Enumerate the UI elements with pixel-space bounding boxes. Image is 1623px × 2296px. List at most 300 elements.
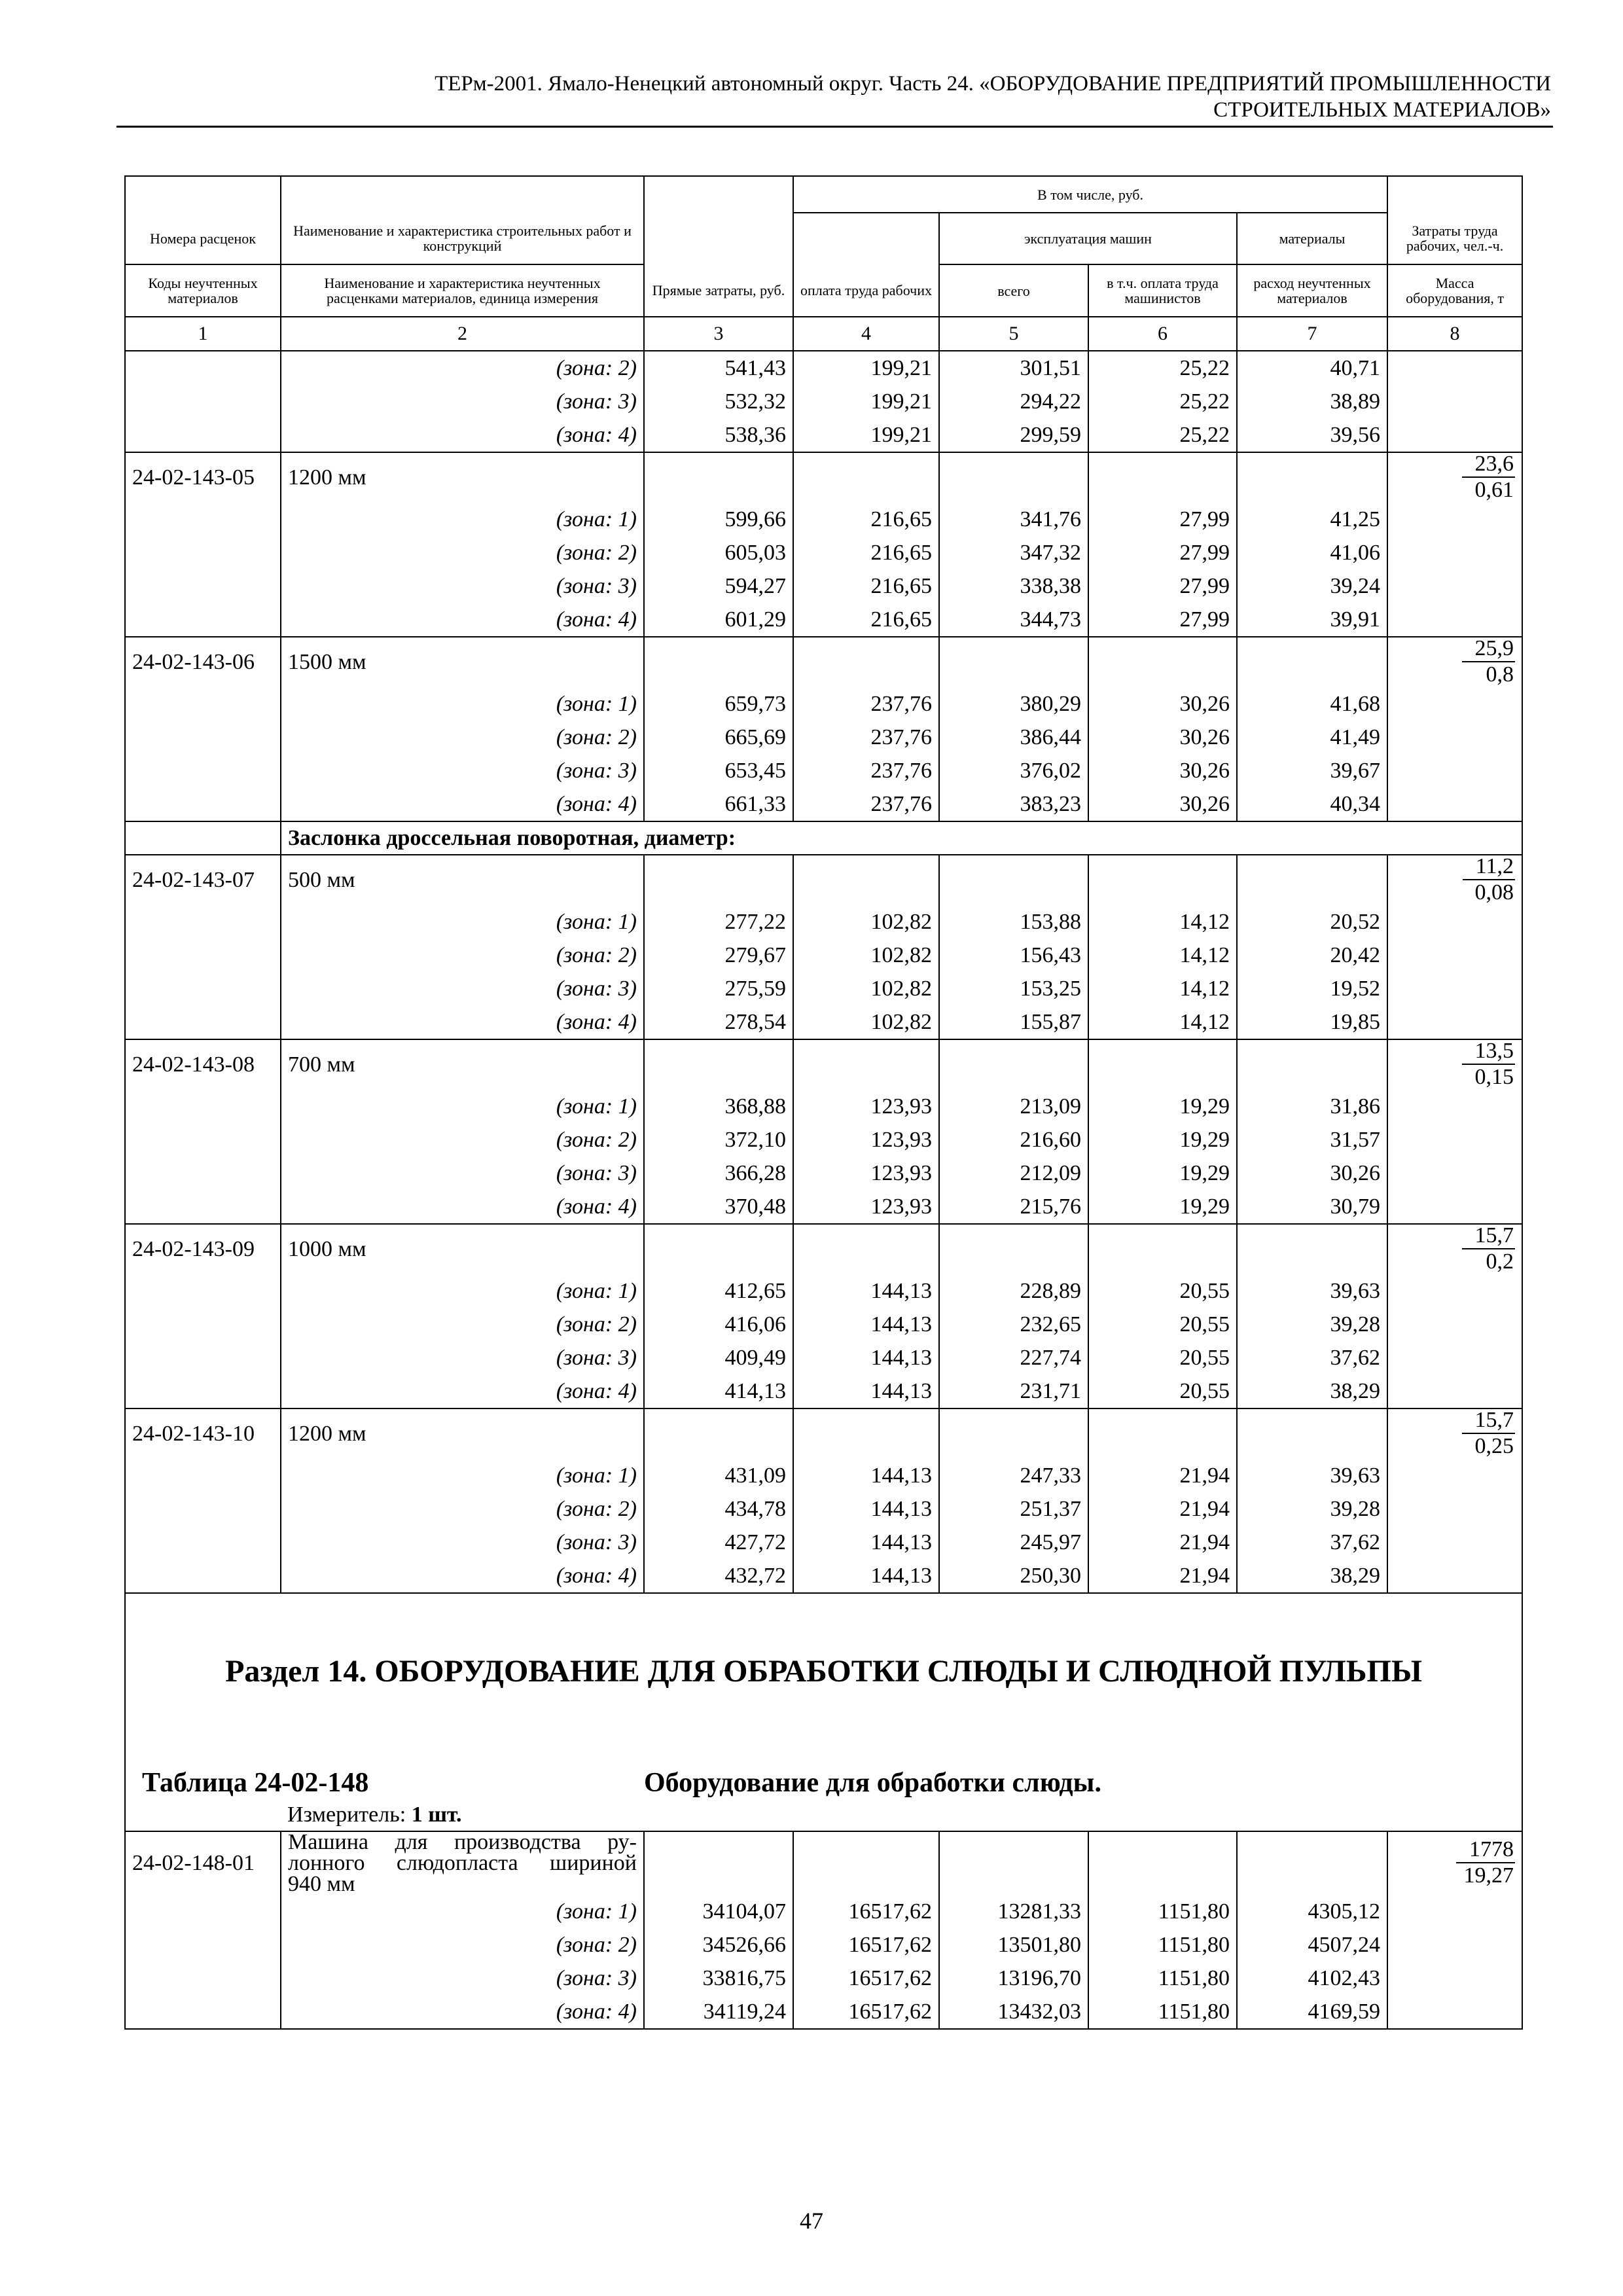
mass-value: 0,08 [1474, 880, 1514, 905]
direct-cost-cell: 412,65 [644, 1274, 793, 1308]
empty-cell [1088, 452, 1237, 503]
table-row [125, 1962, 1522, 1995]
code-cell [125, 1492, 281, 1526]
code-cell [125, 721, 281, 754]
zone-label: (зона: 2) [281, 939, 644, 972]
column-number: 1 [125, 317, 281, 351]
head-total: всего [939, 264, 1088, 317]
materials-cell: 40,71 [1237, 351, 1387, 385]
rate-code: 24-02-143-09 [125, 1224, 281, 1274]
direct-cost-cell: 427,72 [644, 1526, 793, 1559]
table-row [125, 1928, 1522, 1962]
machinist-pay-cell: 1151,80 [1088, 1928, 1237, 1962]
table-row [125, 1341, 1522, 1374]
rate-name: 700 мм [281, 1039, 644, 1090]
head-including: В том числе, руб. [793, 176, 1387, 213]
labor-cell [1387, 569, 1522, 603]
mass-value: 19,27 [1463, 1863, 1514, 1888]
empty-cell [1088, 1831, 1237, 1895]
materials-cell: 4169,59 [1237, 1995, 1387, 2029]
table-row [125, 603, 1522, 637]
rate-code: 24-02-143-10 [125, 1408, 281, 1459]
empty-cell [939, 1224, 1088, 1274]
worker-pay-cell: 216,65 [793, 569, 939, 603]
code-cell [125, 1374, 281, 1408]
table-row [125, 1005, 1522, 1039]
empty-cell [644, 637, 793, 687]
empty-cell [793, 637, 939, 687]
zone-label: (зона: 1) [281, 1895, 644, 1928]
zone-label: (зона: 4) [281, 1190, 644, 1224]
table-row [125, 1123, 1522, 1157]
machinist-pay-cell: 20,55 [1088, 1274, 1237, 1308]
rate-code: 24-02-143-06 [125, 637, 281, 687]
machinist-pay-cell: 27,99 [1088, 603, 1237, 637]
labor-value: 15,7 [1462, 1409, 1516, 1434]
column-number: 6 [1088, 317, 1237, 351]
labor-cell [1387, 385, 1522, 418]
column-number: 8 [1387, 317, 1522, 351]
materials-cell: 41,49 [1237, 721, 1387, 754]
machine-total-cell: 376,02 [939, 754, 1088, 787]
materials-cell: 39,63 [1237, 1459, 1387, 1492]
table-row [125, 1090, 1522, 1123]
rate-name: 1200 мм [281, 1408, 644, 1459]
machine-total-cell: 294,22 [939, 385, 1088, 418]
code-cell [125, 1895, 281, 1928]
machine-total-cell: 153,88 [939, 905, 1088, 939]
zone-label: (зона: 3) [281, 1341, 644, 1374]
materials-cell: 38,89 [1237, 385, 1387, 418]
labor-value: 1778 [1456, 1839, 1515, 1863]
zone-label: (зона: 3) [281, 1962, 644, 1995]
code-cell [125, 754, 281, 787]
table-head [125, 176, 1522, 351]
rate-name: 1500 мм [281, 637, 644, 687]
code-cell [125, 1157, 281, 1190]
zone-label: (зона: 1) [281, 1459, 644, 1492]
direct-cost-cell: 366,28 [644, 1157, 793, 1190]
machinist-pay-cell: 30,26 [1088, 787, 1237, 821]
labor-mass-fraction [1462, 1225, 1516, 1273]
direct-cost-cell: 659,73 [644, 687, 793, 721]
mass-value: 0,15 [1474, 1065, 1514, 1089]
worker-pay-cell: 102,82 [793, 972, 939, 1005]
machine-total-cell: 13432,03 [939, 1995, 1088, 2029]
direct-cost-cell: 34104,07 [644, 1895, 793, 1928]
labor-cell [1387, 503, 1522, 536]
direct-cost-cell: 34526,66 [644, 1928, 793, 1962]
machinist-pay-cell: 1151,80 [1088, 1995, 1237, 2029]
empty-cell [939, 637, 1088, 687]
materials-cell: 39,91 [1237, 603, 1387, 637]
code-cell [125, 569, 281, 603]
machinist-pay-cell: 25,22 [1088, 351, 1237, 385]
worker-pay-cell: 16517,62 [793, 1962, 939, 1995]
labor-cell [1387, 905, 1522, 939]
machinist-pay-cell: 21,94 [1088, 1492, 1237, 1526]
zone-label: (зона: 4) [281, 1559, 644, 1593]
direct-cost-cell: 601,29 [644, 603, 793, 637]
head-material-codes: Коды неучтенных материалов [125, 264, 281, 317]
worker-pay-cell: 237,76 [793, 787, 939, 821]
machinist-pay-cell: 27,99 [1088, 536, 1237, 569]
rate-name-line: 940 мм [288, 1872, 355, 1896]
labor-cell [1387, 1157, 1522, 1190]
zone-label: (зона: 3) [281, 754, 644, 787]
direct-cost-cell: 661,33 [644, 787, 793, 821]
materials-cell: 4507,24 [1237, 1928, 1387, 1962]
zone-label: (зона: 2) [281, 1308, 644, 1341]
empty-cell [1088, 637, 1237, 687]
direct-cost-cell: 414,13 [644, 1374, 793, 1408]
worker-pay-cell: 123,93 [793, 1090, 939, 1123]
zone-label: (зона: 2) [281, 1928, 644, 1962]
table-row [125, 637, 1522, 687]
column-number: 4 [793, 317, 939, 351]
table-row [125, 905, 1522, 939]
worker-pay-cell: 144,13 [793, 1274, 939, 1308]
table-row [125, 721, 1522, 754]
head-blank-1 [125, 176, 281, 213]
empty-cell [1237, 637, 1387, 687]
direct-cost-cell: 372,10 [644, 1123, 793, 1157]
direct-cost-cell: 370,48 [644, 1190, 793, 1224]
unit-blank [125, 1799, 281, 1831]
materials-cell: 38,29 [1237, 1559, 1387, 1593]
worker-pay-cell: 144,13 [793, 1308, 939, 1341]
materials-cell: 4305,12 [1237, 1895, 1387, 1928]
zone-label: (зона: 1) [281, 503, 644, 536]
table-row [125, 503, 1522, 536]
labor-cell [1387, 687, 1522, 721]
zone-label: (зона: 3) [281, 1526, 644, 1559]
machinist-pay-cell: 21,94 [1088, 1459, 1237, 1492]
machinist-pay-cell: 27,99 [1088, 503, 1237, 536]
code-cell [125, 351, 281, 385]
code-cell [125, 1005, 281, 1039]
machinist-pay-cell: 19,29 [1088, 1123, 1237, 1157]
code-cell [125, 1459, 281, 1492]
column-number: 5 [939, 317, 1088, 351]
code-cell [125, 1995, 281, 2029]
zone-label: (зона: 3) [281, 1157, 644, 1190]
labor-cell [1387, 1559, 1522, 1593]
machine-total-cell: 156,43 [939, 939, 1088, 972]
table-row [125, 1190, 1522, 1224]
machinist-pay-cell: 30,26 [1088, 687, 1237, 721]
materials-cell: 39,56 [1237, 418, 1387, 452]
materials-cell: 31,57 [1237, 1123, 1387, 1157]
materials-cell: 19,52 [1237, 972, 1387, 1005]
machine-total-cell: 250,30 [939, 1559, 1088, 1593]
direct-cost-cell: 34119,24 [644, 1995, 793, 2029]
machine-total-cell: 155,87 [939, 1005, 1088, 1039]
machinist-pay-cell: 30,26 [1088, 754, 1237, 787]
empty-cell [644, 1039, 793, 1090]
materials-cell: 20,42 [1237, 939, 1387, 972]
labor-cell [1387, 1459, 1522, 1492]
head-materials: материалы [1237, 213, 1387, 264]
worker-pay-cell: 199,21 [793, 418, 939, 452]
table-row [125, 1157, 1522, 1190]
labor-cell [1387, 721, 1522, 754]
materials-cell: 39,67 [1237, 754, 1387, 787]
worker-pay-cell: 199,21 [793, 351, 939, 385]
worker-pay-cell: 144,13 [793, 1492, 939, 1526]
materials-cell: 41,25 [1237, 503, 1387, 536]
labor-cell [1387, 1928, 1522, 1962]
empty-cell [1088, 855, 1237, 905]
labor-mass-fraction [1456, 1839, 1515, 1887]
labor-mass-fraction [1463, 855, 1515, 904]
direct-cost-cell: 409,49 [644, 1341, 793, 1374]
direct-cost-cell: 541,43 [644, 351, 793, 385]
empty-cell [1237, 1039, 1387, 1090]
empty-cell [1088, 1039, 1237, 1090]
empty-cell [793, 1039, 939, 1090]
machinist-pay-cell: 27,99 [1088, 569, 1237, 603]
worker-pay-cell: 123,93 [793, 1123, 939, 1157]
worker-pay-cell: 199,21 [793, 385, 939, 418]
materials-cell: 39,28 [1237, 1308, 1387, 1341]
machinist-pay-cell: 21,94 [1088, 1559, 1237, 1593]
machine-total-cell: 232,65 [939, 1308, 1088, 1341]
head-machine-operation: эксплуатация машин [939, 213, 1237, 264]
head-blank-2 [281, 176, 644, 213]
column-number: 3 [644, 317, 793, 351]
machinist-pay-cell: 14,12 [1088, 972, 1237, 1005]
table-row [125, 787, 1522, 821]
mass-value: 0,8 [1486, 662, 1514, 687]
direct-cost-cell: 416,06 [644, 1308, 793, 1341]
empty-cell [644, 1408, 793, 1459]
direct-cost-cell: 431,09 [644, 1459, 793, 1492]
table-row [125, 1831, 1522, 1895]
empty-cell [939, 1831, 1088, 1895]
header-line-2: СТРОИТЕЛЬНЫХ МАТЕРИАЛОВ» [1213, 98, 1551, 122]
head-blank-3 [644, 176, 793, 213]
code-cell [125, 418, 281, 452]
empty-cell [1237, 855, 1387, 905]
group-title: Заслонка дроссельная поворотная, диаметр: [281, 821, 1522, 855]
head-blank-direct [644, 213, 793, 264]
labor-mass-cell [1387, 452, 1522, 503]
direct-cost-cell: 33816,75 [644, 1962, 793, 1995]
table-row [125, 1224, 1522, 1274]
section-spacer [125, 1699, 1522, 1766]
direct-cost-cell: 368,88 [644, 1090, 793, 1123]
unit-value: 1 шт. [411, 1802, 462, 1827]
table-row [125, 569, 1522, 603]
worker-pay-cell: 144,13 [793, 1459, 939, 1492]
labor-value: 15,7 [1462, 1225, 1516, 1249]
zone-label: (зона: 2) [281, 1123, 644, 1157]
rate-name [281, 1831, 644, 1895]
worker-pay-cell: 16517,62 [793, 1928, 939, 1962]
empty-cell [1088, 1224, 1237, 1274]
zone-label: (зона: 4) [281, 1005, 644, 1039]
machine-total-cell: 13196,70 [939, 1962, 1088, 1995]
worker-pay-cell: 216,65 [793, 503, 939, 536]
materials-cell: 4102,43 [1237, 1962, 1387, 1995]
table-row [125, 351, 1522, 385]
head-material-consumption: расход неучтенных материалов [1237, 264, 1387, 317]
empty-cell [793, 1224, 939, 1274]
zone-label: (зона: 1) [281, 905, 644, 939]
head-equipment-mass: Масса оборудования, т [1387, 264, 1522, 317]
machinist-pay-cell: 19,29 [1088, 1157, 1237, 1190]
empty-cell [939, 855, 1088, 905]
materials-cell: 39,63 [1237, 1274, 1387, 1308]
head-rate-numbers: Номера расценок [125, 213, 281, 264]
labor-cell [1387, 1274, 1522, 1308]
machinist-pay-cell: 14,12 [1088, 905, 1237, 939]
rate-name-line: лонного слюдопласта шириной [288, 1851, 637, 1875]
table-row [125, 385, 1522, 418]
labor-mass-fraction [1462, 1409, 1516, 1458]
labor-mass-fraction [1462, 1040, 1516, 1088]
labor-cell [1387, 1123, 1522, 1157]
code-cell [125, 1341, 281, 1374]
table-label: Таблица 24-02-148 [125, 1766, 644, 1799]
worker-pay-cell: 144,13 [793, 1341, 939, 1374]
machine-total-cell: 299,59 [939, 418, 1088, 452]
table-row [125, 1526, 1522, 1559]
zone-label: (зона: 1) [281, 687, 644, 721]
machinist-pay-cell: 20,55 [1088, 1374, 1237, 1408]
materials-cell: 37,62 [1237, 1341, 1387, 1374]
machine-total-cell: 347,32 [939, 536, 1088, 569]
worker-pay-cell: 102,82 [793, 1005, 939, 1039]
worker-pay-cell: 144,13 [793, 1374, 939, 1408]
empty-cell [793, 452, 939, 503]
machine-total-cell: 341,76 [939, 503, 1088, 536]
labor-cell [1387, 754, 1522, 787]
labor-mass-cell [1387, 855, 1522, 905]
head-direct-costs: Прямые затраты, руб. [644, 264, 793, 317]
empty-cell [1088, 1408, 1237, 1459]
head-blank-pay [793, 213, 939, 264]
worker-pay-cell: 123,93 [793, 1190, 939, 1224]
direct-cost-cell: 532,32 [644, 385, 793, 418]
materials-cell: 41,68 [1237, 687, 1387, 721]
labor-cell [1387, 1962, 1522, 1995]
labor-cell [1387, 1526, 1522, 1559]
empty-cell [644, 452, 793, 503]
section-spacer [125, 1593, 1522, 1643]
empty-cell [793, 1831, 939, 1895]
code-cell [125, 687, 281, 721]
machine-total-cell: 247,33 [939, 1459, 1088, 1492]
code-cell [125, 1308, 281, 1341]
rate-name: 1200 мм [281, 452, 644, 503]
materials-cell: 19,85 [1237, 1005, 1387, 1039]
rate-name: 500 мм [281, 855, 644, 905]
machine-total-cell: 231,71 [939, 1374, 1088, 1408]
code-cell [125, 905, 281, 939]
code-cell [125, 1274, 281, 1308]
rate-name: 1000 мм [281, 1224, 644, 1274]
head-worker-pay: оплата труда рабочих [793, 264, 939, 317]
direct-cost-cell: 538,36 [644, 418, 793, 452]
zone-label: (зона: 3) [281, 385, 644, 418]
empty-cell [939, 1039, 1088, 1090]
labor-cell [1387, 972, 1522, 1005]
labor-cell [1387, 1995, 1522, 2029]
machine-total-cell: 13281,33 [939, 1895, 1088, 1928]
mass-value: 0,61 [1474, 478, 1514, 502]
machine-total-cell: 344,73 [939, 603, 1088, 637]
worker-pay-cell: 16517,62 [793, 1895, 939, 1928]
labor-cell [1387, 939, 1522, 972]
direct-cost-cell: 594,27 [644, 569, 793, 603]
empty-cell [1237, 1831, 1387, 1895]
machinist-pay-cell: 20,55 [1088, 1341, 1237, 1374]
rate-code: 24-02-143-07 [125, 855, 281, 905]
machine-total-cell: 383,23 [939, 787, 1088, 821]
labor-cell [1387, 418, 1522, 452]
machine-total-cell: 245,97 [939, 1526, 1088, 1559]
zone-label: (зона: 3) [281, 972, 644, 1005]
zone-label: (зона: 3) [281, 569, 644, 603]
empty-cell [644, 1831, 793, 1895]
head-labor-costs: Затраты труда рабочих, чел.-ч. [1387, 213, 1522, 264]
materials-cell: 20,52 [1237, 905, 1387, 939]
machinist-pay-cell: 20,55 [1088, 1308, 1237, 1341]
worker-pay-cell: 216,65 [793, 603, 939, 637]
table-body-top [125, 351, 1522, 821]
machinist-pay-cell: 21,94 [1088, 1526, 1237, 1559]
worker-pay-cell: 216,65 [793, 536, 939, 569]
code-cell [125, 503, 281, 536]
rate-code: 24-02-143-08 [125, 1039, 281, 1090]
code-cell [125, 603, 281, 637]
code-cell [125, 1559, 281, 1593]
worker-pay-cell: 102,82 [793, 939, 939, 972]
code-cell [125, 939, 281, 972]
code-cell [125, 1962, 281, 1995]
machinist-pay-cell: 14,12 [1088, 939, 1237, 972]
code-cell [125, 787, 281, 821]
column-number: 7 [1237, 317, 1387, 351]
header-rule [116, 126, 1553, 128]
direct-cost-cell: 279,67 [644, 939, 793, 972]
labor-mass-cell [1387, 1224, 1522, 1274]
empty-cell [644, 1224, 793, 1274]
table-row [125, 1995, 1522, 2029]
direct-cost-cell: 599,66 [644, 503, 793, 536]
direct-cost-cell: 432,72 [644, 1559, 793, 1593]
materials-cell: 39,28 [1237, 1492, 1387, 1526]
machine-total-cell: 338,38 [939, 569, 1088, 603]
table-name: Оборудование для обработки слюды. [644, 1766, 1522, 1799]
labor-cell [1387, 1005, 1522, 1039]
empty-cell [1237, 1224, 1387, 1274]
machinist-pay-cell: 19,29 [1088, 1090, 1237, 1123]
labor-mass-fraction [1462, 637, 1516, 686]
zone-label: (зона: 2) [281, 536, 644, 569]
machinist-pay-cell: 25,22 [1088, 385, 1237, 418]
materials-cell: 41,06 [1237, 536, 1387, 569]
machinist-pay-cell: 1151,80 [1088, 1895, 1237, 1928]
worker-pay-cell: 237,76 [793, 754, 939, 787]
machine-total-cell: 216,60 [939, 1123, 1088, 1157]
machinist-pay-cell: 25,22 [1088, 418, 1237, 452]
code-cell [125, 536, 281, 569]
labor-value: 13,5 [1462, 1040, 1516, 1065]
code-cell [125, 1090, 281, 1123]
